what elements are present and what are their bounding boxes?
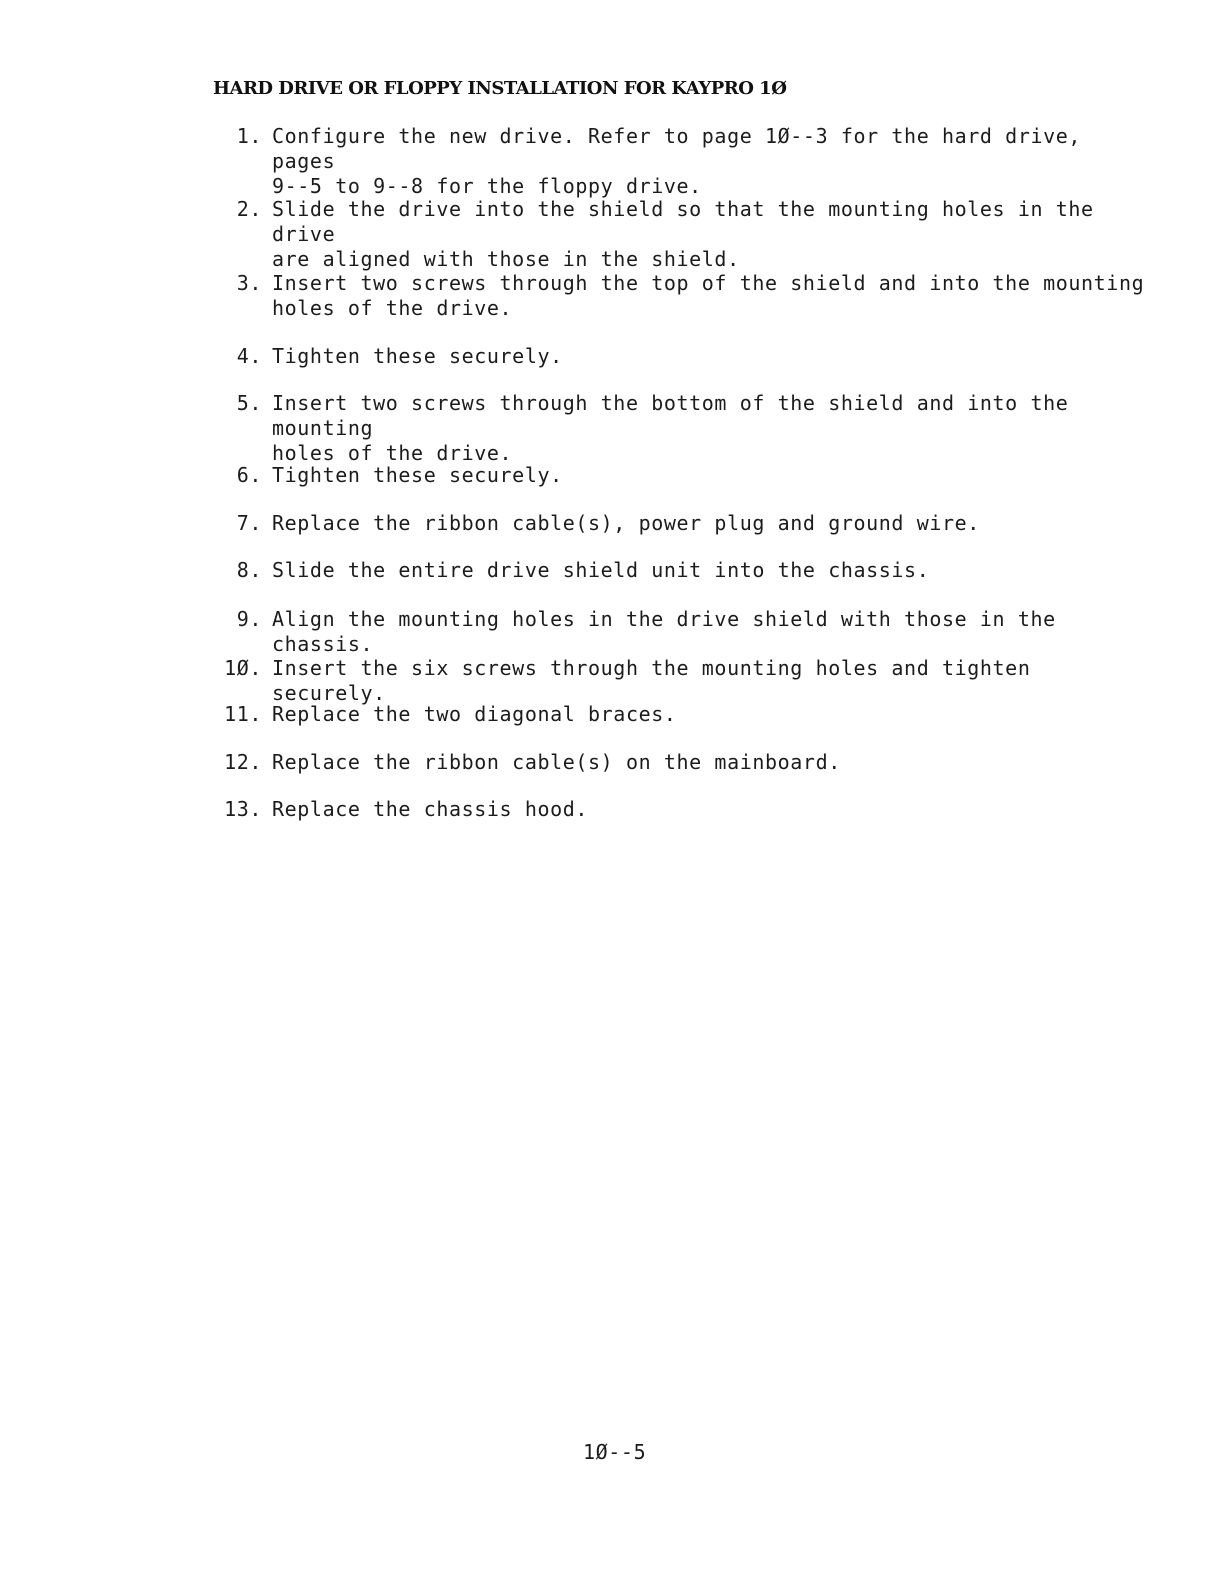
step-number: 3.: [236, 271, 262, 295]
step-number: 1Ø.: [224, 656, 262, 680]
step-text: Replace the two diagonal braces.: [272, 702, 677, 726]
step-text: Slide the drive into the shield so that the mounting holes in the drive are aligned with those in the shield.: [272, 197, 1094, 271]
page-title: HARD DRIVE OR FLOPPY INSTALLATION FOR KAYPRO 1Ø: [213, 78, 787, 99]
step-number: 1.: [236, 124, 262, 148]
step-number: 13.: [224, 797, 262, 821]
step-number: 5.: [236, 391, 262, 415]
page-number: 1Ø--5: [583, 1440, 647, 1464]
step-text: Insert the six screws through the mounting holes and tighten securely.: [272, 656, 1031, 705]
step-number: 11.: [224, 702, 262, 726]
step-number: 7.: [236, 511, 262, 535]
step-number: 2.: [236, 197, 262, 221]
step-text: Tighten these securely.: [272, 463, 563, 487]
step-text: Configure the new drive. Refer to page 1Ø--3 for the hard drive, pages 9--5 to 9--8 for the floppy drive.: [272, 124, 1082, 198]
step-text: Insert two screws through the bottom of the shield and into the mounting holes of the drive.: [272, 391, 1069, 465]
step-text: Align the mounting holes in the drive shield with those in the chassis.: [272, 607, 1056, 656]
step-text: Insert two screws through the top of the shield and into the mounting holes of the drive.: [272, 271, 1145, 320]
step-number: 4.: [236, 344, 262, 368]
step-text: Replace the ribbon cable(s) on the mainboard.: [272, 750, 841, 774]
step-text: Tighten these securely.: [272, 344, 563, 368]
step-number: 6.: [236, 463, 262, 487]
step-number: 9.: [236, 607, 262, 631]
step-number: 8.: [236, 558, 262, 582]
step-text: Replace the ribbon cable(s), power plug and ground wire.: [272, 511, 980, 535]
step-text: Replace the chassis hood.: [272, 797, 589, 821]
step-text: Slide the entire drive shield unit into the chassis.: [272, 558, 930, 582]
step-number: 12.: [224, 750, 262, 774]
